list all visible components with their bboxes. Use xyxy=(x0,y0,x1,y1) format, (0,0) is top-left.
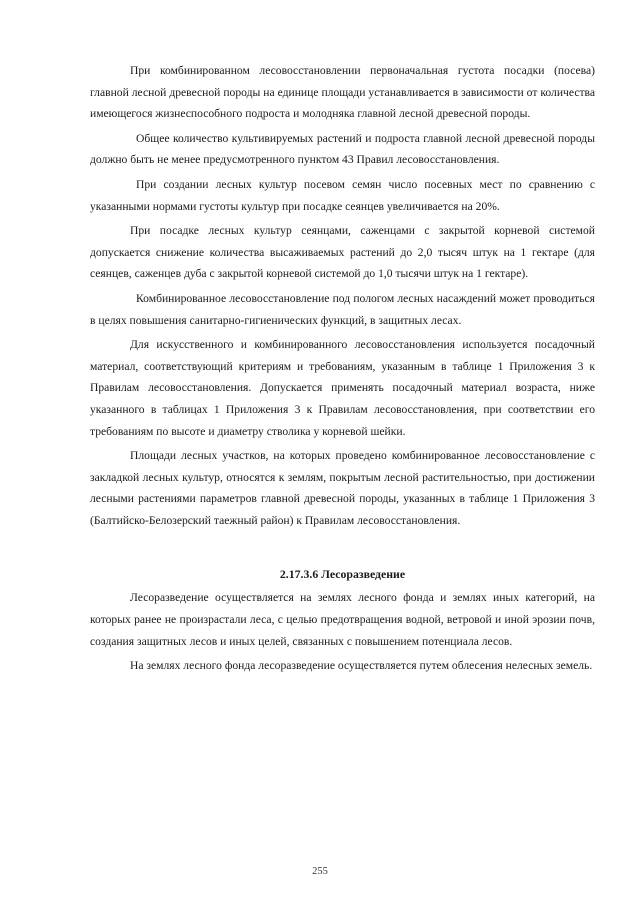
paragraph-under-canopy: Комбинированное лесовосстановление под пологом лесных насаждений может проводиться в целях повышения санитарно-гигиенических функций, в защитных лесах. xyxy=(90,291,595,327)
document-body xyxy=(90,60,595,680)
page-number: 255 xyxy=(312,866,328,877)
paragraph-seed-sowing: При создании лесных культур посевом семян число посевных мест по сравнению с указанными нормами густоты культур при посадке сеянцев увеличивается на 20%. xyxy=(90,177,595,213)
paragraph-initial-density: При комбинированном лесовосстановлении первоначальная густота посадки (посева) главной лесной древесной породы на единице площади устанавливается в зависимости от количества имеющегося жизнеспособного подроста и молодняка главной лесной древесной породы. xyxy=(90,64,595,121)
paragraph-planting-material: Для искусственного и комбинированного лесовосстановления используется посадочный материал, соответствующий критериям и требованиям, указанным в таблице 1 Приложения 3 к Правилам лесовосстановления. Допускается применять посадочный материал возраста, ниже указанного в таблицах 1 Приложения 3 к Правилам лесовосстановления, при соответствии его требованиям по высоте и диаметру стволика у корневой шейки. xyxy=(90,338,595,438)
section-heading: 2.17.3.6 Лесоразведение xyxy=(279,567,406,582)
paragraph-afforestation-purpose: Лесоразведение осуществляется на землях лесного фонда и землях иных категорий, на которых ранее не произрастали леса, с целью предотвращения водной, ветровой и иной эрозии почв, создания защитных лесов и иных целей, связанных с повышением потенциала лесов. xyxy=(90,591,595,648)
paragraph-seedling-planting: При посадке лесных культур сеянцами, саженцами с закрытой корневой системой допускается снижение количества высаживаемых растений до 2,0 тысяч штук на 1 гектаре (для сеянцев, саженцев дуба с закрытой корневой системой до 1,0 тысячи штук на 1 гектаре). xyxy=(90,224,595,281)
paragraph-total-plants: Общее количество культивируемых растений и подроста главной лесной древесной породы должно быть не менее предусмотренного пунктом 43 Правил лесовосстановления. xyxy=(90,131,595,167)
paragraph-afforestation-method: На землях лесного фонда лесоразведение осуществляется путем облесения нелесных земель. xyxy=(130,659,593,673)
paragraph-forest-land-areas: Площади лесных участков, на которых проведено комбинированное лесовосстановление с закладкой лесных культур, относятся к землям, покрытым лесной растительностью, при достижении лесными растениями параметров главной древесной породы, указанных в таблице 1 Приложения 3 (Балтийско-Белозерский таежный район) к Правилам лесовосстановления. xyxy=(90,449,595,527)
